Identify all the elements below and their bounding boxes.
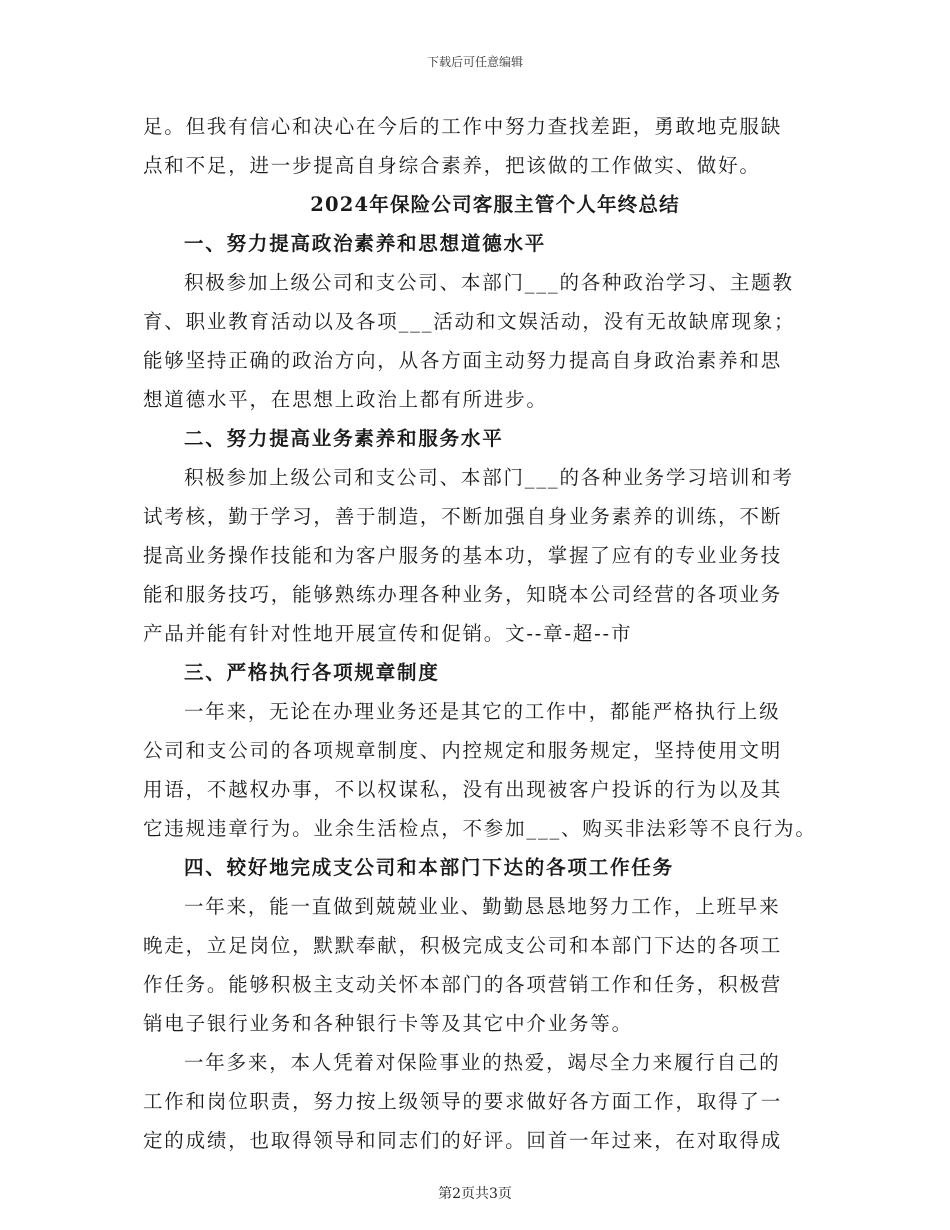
paragraph-line: 点和不足，进一步提高自身综合素养，把该做的工作做实、做好。 <box>143 154 761 177</box>
document-body <box>143 107 823 1160</box>
paragraph-line: 能和服务技巧，能够熟练办理各种业务，知晓本公司经营的各项业务 <box>143 583 783 606</box>
section-heading: 一、努力提高政治素养和思想道德水平 <box>184 232 547 255</box>
paragraph-line: 积极参加上级公司和支公司、本部门___的各种政治学习、主题教 <box>184 271 794 294</box>
paragraph-line: 销电子银行业务和各种银行卡等及其它中介业务等。 <box>143 1012 633 1035</box>
paragraph-line: 足。但我有信心和决心在今后的工作中努力查找差距，勇敢地克服缺 <box>143 115 783 138</box>
page-footer-page-number: 第2页共3页 <box>438 1186 512 1202</box>
paragraph-line: 定的成绩，也取得领导和同志们的好评。回首一年过来，在对取得成 <box>143 1129 783 1152</box>
paragraph-line: 产品并能有针对性地开展宣传和促销。文--章-超--市 <box>143 622 633 645</box>
paragraph-line: 提高业务操作技能和为客户服务的基本功，掌握了应有的专业业务技 <box>143 544 783 567</box>
section-heading: 二、努力提高业务素养和服务水平 <box>184 427 504 450</box>
section-heading: 三、严格执行各项规章制度 <box>184 661 440 684</box>
page-header-note: 下载后可任意编辑 <box>426 55 523 69</box>
paragraph-line: 一年来，无论在办理业务还是其它的工作中，都能严格执行上级 <box>184 700 781 723</box>
paragraph-line: 能够坚持正确的政治方向，从各方面主动努力提高自身政治素养和思 <box>143 349 783 372</box>
paragraph-line: 工作和岗位职责，努力按上级领导的要求做好各方面工作，取得了一 <box>143 1090 783 1113</box>
paragraph-line: 公司和支公司的各项规章制度、内控规定和服务规定，坚持使用文明 <box>143 739 783 762</box>
paragraph-line: 一年来，能一直做到兢兢业业、勤勤恳恳地努力工作，上班早来 <box>184 895 781 918</box>
paragraph-line: 想道德水平，在思想上政治上都有所进步。 <box>143 388 548 411</box>
paragraph-line: 作任务。能够积极主支动关怀本部门的各项营销工作和任务，积极营 <box>143 973 783 996</box>
section-heading: 四、较好地完成支公司和本部门下达的各项工作任务 <box>184 856 674 879</box>
paragraph-line: 试考核，勤于学习，善于制造，不断加强自身业务素养的训练，不断 <box>143 505 783 528</box>
document-title: 2024年保险公司客服主管个人年终总结 <box>310 193 680 216</box>
paragraph-line: 积极参加上级公司和支公司、本部门___的各种业务学习培训和考 <box>184 466 794 489</box>
paragraph-line: 一年多来，本人凭着对保险事业的热爱，竭尽全力来履行自己的 <box>184 1051 781 1074</box>
paragraph-line: 晚走，立足岗位，默默奉献，积极完成支公司和本部门下达的各项工 <box>143 934 783 957</box>
paragraph-line: 它违规违章行为。业余生活检点，不参加___、购买非法彩等不良行为。 <box>143 817 817 840</box>
paragraph-line: 育、职业教育活动以及各项___活动和文娱活动，没有无故缺席现象； <box>143 310 796 333</box>
paragraph-line: 用语，不越权办事，不以权谋私，没有出现被客户投诉的行为以及其 <box>143 778 783 801</box>
